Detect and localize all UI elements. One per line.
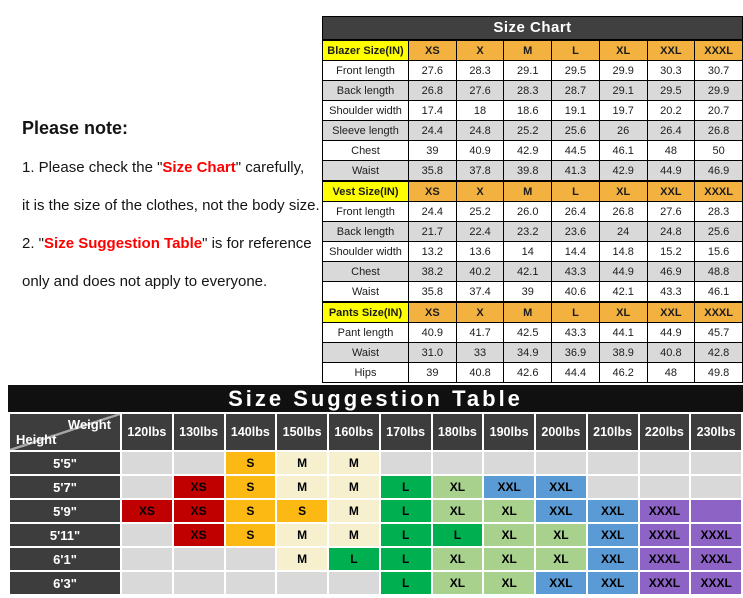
- size-chart-value: 26.8: [695, 121, 743, 141]
- size-chart-section-label: Blazer Size(IN): [323, 40, 409, 61]
- size-chart-column-header: XL: [599, 40, 647, 61]
- size-cell-xl: XL: [433, 572, 483, 594]
- size-chart-value: 33: [456, 343, 504, 363]
- size-cell-empty: [433, 452, 483, 474]
- size-chart-value: 44.1: [599, 323, 647, 343]
- size-cell-xxl: XXL: [588, 572, 638, 594]
- size-cell-l: L: [381, 500, 431, 522]
- please-note-block: [22, 118, 332, 311]
- size-chart-value: 20.7: [695, 101, 743, 121]
- size-chart-row: [323, 61, 743, 81]
- suggestion-row: [10, 548, 741, 570]
- size-chart-column-header: L: [552, 302, 600, 323]
- size-cell-xxxl: XXXL: [640, 572, 690, 594]
- size-chart-row-label: Back length: [323, 222, 409, 242]
- size-cell-xxl: XXL: [536, 500, 586, 522]
- size-chart-value: 26.8: [409, 81, 457, 101]
- size-chart-value: 30.7: [695, 61, 743, 81]
- size-cell-l: L: [381, 572, 431, 594]
- size-chart-value: 36.9: [552, 343, 600, 363]
- size-chart-value: 46.2: [599, 363, 647, 383]
- size-chart-value: 27.6: [409, 61, 457, 81]
- size-cell-xxl: XXL: [536, 476, 586, 498]
- suggestion-row: [10, 524, 741, 546]
- size-chart-row-label: Sleeve length: [323, 121, 409, 141]
- size-cell-empty: [691, 476, 741, 498]
- size-cell-xl: XL: [484, 548, 534, 570]
- size-chart-value: 23.6: [552, 222, 600, 242]
- size-cell-empty: [277, 572, 327, 594]
- size-chart-value: 28.3: [504, 81, 552, 101]
- size-chart-value: 27.6: [456, 81, 504, 101]
- size-cell-xxxl: XXXL: [691, 524, 741, 546]
- height-row-label: 5'5": [10, 452, 120, 474]
- size-chart-value: 42.9: [599, 161, 647, 182]
- size-chart-value: 44.9: [647, 161, 695, 182]
- size-chart-title: Size Chart: [322, 16, 743, 39]
- size-cell-xl: XL: [484, 572, 534, 594]
- weight-column-header: 160lbs: [329, 414, 379, 450]
- size-cell-empty: [174, 548, 224, 570]
- size-suggestion-table-title: Size Suggestion Table: [8, 385, 743, 412]
- size-chart-value: 29.1: [599, 81, 647, 101]
- size-cell-s: S: [226, 452, 276, 474]
- size-cell-empty: [226, 572, 276, 594]
- size-chart-value: 41.3: [552, 161, 600, 182]
- size-chart-value: 20.2: [647, 101, 695, 121]
- size-chart-value: 35.8: [409, 161, 457, 182]
- size-chart-value: 22.4: [456, 222, 504, 242]
- size-chart-row: [323, 242, 743, 262]
- weight-column-header: 130lbs: [174, 414, 224, 450]
- size-cell-xxl: XXL: [588, 524, 638, 546]
- size-chart-row: [323, 202, 743, 222]
- size-chart-value: 26.8: [599, 202, 647, 222]
- size-chart-column-header: XXXL: [695, 302, 743, 323]
- size-chart-row: [323, 222, 743, 242]
- size-suggestion-table-reference: Size Suggestion Table: [44, 235, 203, 252]
- note-line-2: it is the size of the clothes, not the body size.: [22, 197, 320, 214]
- size-chart-value: 30.3: [647, 61, 695, 81]
- size-cell-l: L: [381, 524, 431, 546]
- size-chart-row: [323, 161, 743, 182]
- size-chart-value: 29.9: [599, 61, 647, 81]
- size-cell-l: L: [329, 548, 379, 570]
- size-chart-value: 29.5: [552, 61, 600, 81]
- size-cell-m: M: [329, 476, 379, 498]
- size-chart-column-header: XS: [409, 181, 457, 202]
- size-chart-row: [323, 141, 743, 161]
- size-chart-value: 35.8: [409, 282, 457, 303]
- size-chart-value: 43.3: [552, 262, 600, 282]
- size-chart-value: 25.2: [456, 202, 504, 222]
- size-chart-value: 46.1: [695, 282, 743, 303]
- size-chart-value: 46.1: [599, 141, 647, 161]
- size-chart-section-header-row: [323, 181, 743, 202]
- size-chart-row: [323, 282, 743, 303]
- size-cell-xl: XL: [484, 524, 534, 546]
- size-chart-value: 40.2: [456, 262, 504, 282]
- size-chart-value: 19.1: [552, 101, 600, 121]
- size-chart-column-header: M: [504, 302, 552, 323]
- size-cell-xxxl: XXXL: [640, 548, 690, 570]
- size-chart-row-label: Back length: [323, 81, 409, 101]
- height-row-label: 5'11": [10, 524, 120, 546]
- size-chart-value: 38.2: [409, 262, 457, 282]
- size-cell-m: M: [277, 524, 327, 546]
- size-chart-value: 44.9: [599, 262, 647, 282]
- size-chart-row-label: Waist: [323, 343, 409, 363]
- size-cell-xs: XS: [174, 476, 224, 498]
- suggestion-row: [10, 452, 741, 474]
- size-cell-xl: XL: [433, 548, 483, 570]
- size-chart-value: 44.4: [552, 363, 600, 383]
- size-chart-value: 40.8: [647, 343, 695, 363]
- size-chart-section-label: Pants Size(IN): [323, 302, 409, 323]
- size-chart-value: 28.3: [456, 61, 504, 81]
- size-chart-value: 27.6: [647, 202, 695, 222]
- size-cell-xxl: XXL: [536, 572, 586, 594]
- size-cell-empty: [122, 476, 172, 498]
- size-chart-value: 42.1: [504, 262, 552, 282]
- size-chart-value: 42.6: [504, 363, 552, 383]
- size-cell-m: M: [329, 500, 379, 522]
- size-chart-value: 40.9: [409, 323, 457, 343]
- size-chart-column-header: XL: [599, 181, 647, 202]
- size-chart-row: [323, 323, 743, 343]
- size-chart-value: 25.6: [695, 222, 743, 242]
- size-chart-row: [323, 262, 743, 282]
- size-chart-section-label: Vest Size(IN): [323, 181, 409, 202]
- size-chart-row-label: Pant length: [323, 323, 409, 343]
- suggestion-row: [10, 500, 741, 522]
- size-chart-row-label: Hips: [323, 363, 409, 383]
- size-cell-xl: XL: [536, 548, 586, 570]
- size-chart-column-header: M: [504, 40, 552, 61]
- weight-column-header: 180lbs: [433, 414, 483, 450]
- size-chart-section-header-row: [323, 40, 743, 61]
- size-chart-value: 24.4: [409, 202, 457, 222]
- size-suggestion-table: [8, 385, 743, 596]
- size-chart-value: 40.9: [456, 141, 504, 161]
- weight-column-header: 190lbs: [484, 414, 534, 450]
- size-chart-row: [323, 121, 743, 141]
- size-chart-value: 48: [647, 363, 695, 383]
- size-cell-xxxl: XXXL: [691, 572, 741, 594]
- size-chart-value: 26.0: [504, 202, 552, 222]
- weight-column-header: 220lbs: [640, 414, 690, 450]
- size-chart-row-label: Front length: [323, 61, 409, 81]
- size-chart-value: 24.8: [456, 121, 504, 141]
- size-chart-value: 24.4: [409, 121, 457, 141]
- size-chart-column-header: XS: [409, 40, 457, 61]
- size-chart-value: 17.4: [409, 101, 457, 121]
- size-chart-value: 37.4: [456, 282, 504, 303]
- size-chart-value: 25.2: [504, 121, 552, 141]
- size-cell-s: S: [226, 500, 276, 522]
- note-line-3-prefix: 2. ": [22, 235, 45, 252]
- size-chart-value: 26.4: [647, 121, 695, 141]
- size-chart-value: 39: [409, 363, 457, 383]
- size-cell-empty: [381, 452, 431, 474]
- size-chart-value: 14: [504, 242, 552, 262]
- size-chart-row-label: Waist: [323, 161, 409, 182]
- size-cell-empty: [122, 452, 172, 474]
- size-chart-value: 46.9: [695, 161, 743, 182]
- size-cell-empty: [122, 572, 172, 594]
- size-chart-value: 14.4: [552, 242, 600, 262]
- size-cell-xxl: XXL: [588, 500, 638, 522]
- size-chart-value: 13.2: [409, 242, 457, 262]
- size-chart-value: 23.2: [504, 222, 552, 242]
- size-cell-empty: [226, 548, 276, 570]
- size-cell-m: M: [329, 452, 379, 474]
- size-cell-empty: [122, 524, 172, 546]
- size-chart-value: 21.7: [409, 222, 457, 242]
- size-chart-row-label: Chest: [323, 141, 409, 161]
- size-chart-value: 34.9: [504, 343, 552, 363]
- weight-column-header: 120lbs: [122, 414, 172, 450]
- size-chart-column-header: X: [456, 181, 504, 202]
- size-chart-value: 42.8: [695, 343, 743, 363]
- height-row-label: 5'7": [10, 476, 120, 498]
- note-line-1: [22, 159, 332, 176]
- size-chart-value: 15.2: [647, 242, 695, 262]
- size-chart-table: [322, 39, 743, 383]
- size-chart-row: [323, 81, 743, 101]
- size-cell-m: M: [277, 452, 327, 474]
- suggestion-row: [10, 572, 741, 594]
- size-cell-empty: [122, 548, 172, 570]
- size-cell-xs: XS: [174, 524, 224, 546]
- size-chart-value: 24.8: [647, 222, 695, 242]
- size-chart-value: 44.5: [552, 141, 600, 161]
- size-cell-empty: [484, 452, 534, 474]
- suggestion-header-row: [10, 414, 741, 450]
- size-cell-empty: [691, 452, 741, 474]
- size-chart-value: 26.4: [552, 202, 600, 222]
- size-cell-xxxl: [691, 500, 741, 522]
- size-chart-value: 46.9: [647, 262, 695, 282]
- size-chart-column-header: X: [456, 302, 504, 323]
- size-chart-value: 50: [695, 141, 743, 161]
- size-cell-empty: [536, 452, 586, 474]
- size-cell-xl: XL: [484, 500, 534, 522]
- size-chart-column-header: X: [456, 40, 504, 61]
- size-cell-xs: XS: [122, 500, 172, 522]
- note-line-1-prefix: 1. Please check the ": [22, 159, 163, 176]
- size-cell-m: M: [329, 524, 379, 546]
- size-cell-empty: [588, 452, 638, 474]
- size-chart-value: 39.8: [504, 161, 552, 182]
- size-cell-empty: [174, 452, 224, 474]
- size-chart-value: 38.9: [599, 343, 647, 363]
- note-line-3-suffix: " is for reference: [202, 235, 312, 252]
- size-cell-xl: XL: [433, 476, 483, 498]
- size-chart-row-label: Chest: [323, 262, 409, 282]
- size-cell-xxxl: XXXL: [640, 500, 690, 522]
- size-chart-column-header: XXXL: [695, 40, 743, 61]
- size-chart-value: 37.8: [456, 161, 504, 182]
- size-chart-column-header: L: [552, 181, 600, 202]
- size-cell-xxxl: XXXL: [640, 524, 690, 546]
- size-cell-empty: [640, 452, 690, 474]
- weight-column-header: 210lbs: [588, 414, 638, 450]
- size-chart-value: 49.8: [695, 363, 743, 383]
- size-chart-value: 43.3: [647, 282, 695, 303]
- size-chart-value: 40.6: [552, 282, 600, 303]
- size-chart-column-header: XXXL: [695, 181, 743, 202]
- size-chart-column-header: L: [552, 40, 600, 61]
- size-cell-s: S: [226, 476, 276, 498]
- size-chart-value: 29.1: [504, 61, 552, 81]
- size-chart-row-label: Shoulder width: [323, 101, 409, 121]
- size-chart: [322, 16, 743, 383]
- size-cell-m: M: [277, 548, 327, 570]
- corner-weight-label: Weight: [67, 417, 111, 432]
- corner-height-label: Height: [16, 432, 57, 447]
- size-chart-value: 44.9: [647, 323, 695, 343]
- size-chart-value: 29.5: [647, 81, 695, 101]
- size-cell-xxxl: XXXL: [691, 548, 741, 570]
- size-chart-value: 39: [504, 282, 552, 303]
- size-chart-value: 18.6: [504, 101, 552, 121]
- height-row-label: 6'1": [10, 548, 120, 570]
- size-cell-empty: [174, 572, 224, 594]
- note-line-3: [22, 235, 332, 252]
- size-cell-s: S: [277, 500, 327, 522]
- size-chart-section-header-row: [323, 302, 743, 323]
- size-cell-l: L: [381, 476, 431, 498]
- size-chart-row: [323, 363, 743, 383]
- size-cell-xl: XL: [433, 500, 483, 522]
- size-chart-value: 24: [599, 222, 647, 242]
- size-chart-value: 26: [599, 121, 647, 141]
- size-chart-value: 31.0: [409, 343, 457, 363]
- size-suggestion-grid: [8, 412, 743, 596]
- size-chart-row: [323, 343, 743, 363]
- size-chart-value: 28.3: [695, 202, 743, 222]
- size-chart-column-header: XXL: [647, 40, 695, 61]
- size-chart-value: 13.6: [456, 242, 504, 262]
- size-chart-column-header: XXL: [647, 181, 695, 202]
- size-cell-l: L: [381, 548, 431, 570]
- note-line-4: only and does not apply to everyone.: [22, 273, 268, 290]
- size-chart-value: 48: [647, 141, 695, 161]
- size-chart-value: 15.6: [695, 242, 743, 262]
- please-note-title: Please note:: [22, 118, 129, 138]
- size-chart-value: 42.5: [504, 323, 552, 343]
- size-chart-value: 40.8: [456, 363, 504, 383]
- size-chart-value: 42.9: [504, 141, 552, 161]
- size-chart-value: 18: [456, 101, 504, 121]
- size-chart-value: 29.9: [695, 81, 743, 101]
- size-chart-value: 19.7: [599, 101, 647, 121]
- note-line-1-suffix: " carefully,: [235, 159, 305, 176]
- size-chart-value: 14.8: [599, 242, 647, 262]
- weight-column-header: 150lbs: [277, 414, 327, 450]
- weight-column-header: 170lbs: [381, 414, 431, 450]
- size-cell-l: L: [433, 524, 483, 546]
- weight-height-corner-cell: [10, 414, 120, 450]
- size-chart-value: 41.7: [456, 323, 504, 343]
- size-chart-value: 42.1: [599, 282, 647, 303]
- size-cell-empty: [329, 572, 379, 594]
- height-row-label: 6'3": [10, 572, 120, 594]
- size-chart-value: 43.3: [552, 323, 600, 343]
- size-chart-row: [323, 101, 743, 121]
- size-cell-xxl: XXL: [484, 476, 534, 498]
- size-cell-xl: XL: [536, 524, 586, 546]
- size-cell-s: S: [226, 524, 276, 546]
- weight-column-header: 230lbs: [691, 414, 741, 450]
- size-chart-row-label: Shoulder width: [323, 242, 409, 262]
- size-cell-xs: XS: [174, 500, 224, 522]
- size-chart-value: 45.7: [695, 323, 743, 343]
- size-chart-column-header: M: [504, 181, 552, 202]
- size-chart-reference: Size Chart: [162, 159, 236, 176]
- size-chart-column-header: XXL: [647, 302, 695, 323]
- height-row-label: 5'9": [10, 500, 120, 522]
- size-chart-value: 25.6: [552, 121, 600, 141]
- size-chart-row-label: Waist: [323, 282, 409, 303]
- size-chart-column-header: XL: [599, 302, 647, 323]
- size-cell-m: M: [277, 476, 327, 498]
- size-chart-row-label: Front length: [323, 202, 409, 222]
- size-chart-column-header: XS: [409, 302, 457, 323]
- size-chart-value: 48.8: [695, 262, 743, 282]
- weight-column-header: 140lbs: [226, 414, 276, 450]
- suggestion-row: [10, 476, 741, 498]
- size-chart-value: 28.7: [552, 81, 600, 101]
- weight-column-header: 200lbs: [536, 414, 586, 450]
- size-chart-value: 39: [409, 141, 457, 161]
- size-cell-xxl: XXL: [588, 548, 638, 570]
- size-cell-empty: [588, 476, 638, 498]
- size-cell-empty: [640, 476, 690, 498]
